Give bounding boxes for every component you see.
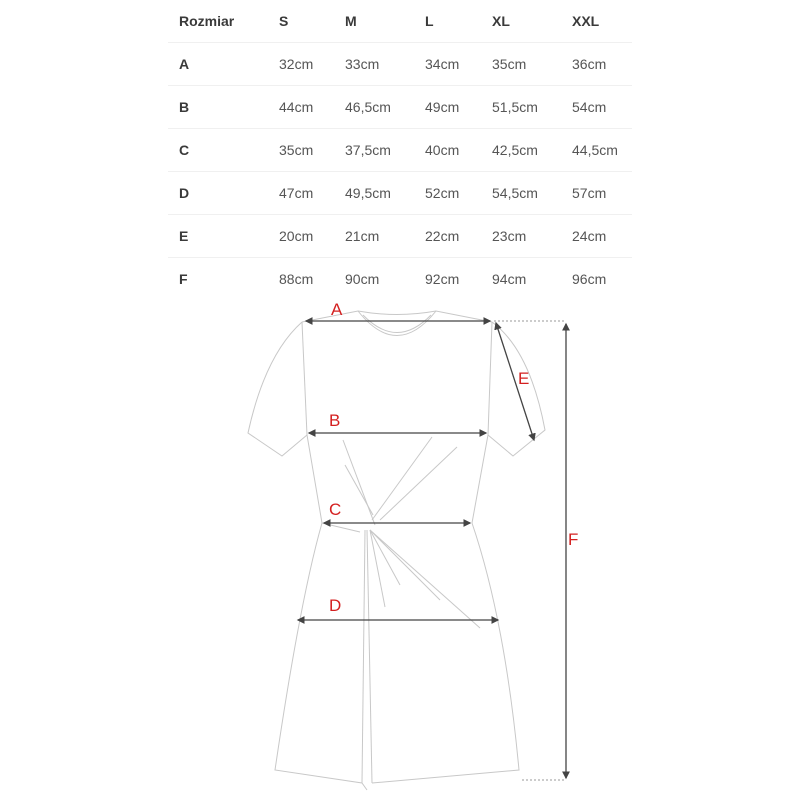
cell: 22cm (425, 228, 460, 244)
cell: 35cm (279, 142, 314, 158)
cell: 24cm (572, 228, 607, 244)
cell: 35cm (492, 56, 527, 72)
cell: 44,5cm (572, 142, 618, 158)
cell: 96cm (572, 271, 607, 287)
cell: 37,5cm (345, 142, 391, 158)
header-size: Rozmiar (179, 13, 235, 29)
header-xl: XL (492, 13, 510, 29)
cell: 51,5cm (492, 99, 538, 115)
header-l: L (425, 13, 434, 29)
cell: 33cm (345, 56, 380, 72)
cell: 34cm (425, 56, 460, 72)
cell: 52cm (425, 185, 460, 201)
table-row (168, 215, 632, 258)
header-m: M (345, 13, 357, 29)
table-row (168, 43, 632, 86)
table-header-row (168, 0, 632, 43)
cell: 90cm (345, 271, 380, 287)
cell: 49,5cm (345, 185, 391, 201)
measurement-label-b: B (329, 411, 341, 430)
cell: 47cm (279, 185, 314, 201)
measurement-label-d: D (329, 596, 342, 615)
cell: 94cm (492, 271, 527, 287)
table-row (168, 172, 632, 215)
row-label: D (179, 185, 190, 201)
cell: 88cm (279, 271, 314, 287)
header-xxl: XXL (572, 13, 600, 29)
measurement-label-e: E (518, 369, 530, 388)
cell: 23cm (492, 228, 527, 244)
cell: 42,5cm (492, 142, 538, 158)
cell: 54cm (572, 99, 607, 115)
cell: 46,5cm (345, 99, 391, 115)
cell: 44cm (279, 99, 314, 115)
row-label: E (179, 228, 189, 244)
cell: 57cm (572, 185, 607, 201)
row-label: F (179, 271, 188, 287)
measurement-label-f: F (568, 530, 579, 549)
cell: 21cm (345, 228, 380, 244)
cell: 92cm (425, 271, 460, 287)
table-row (168, 129, 632, 172)
cell: 54,5cm (492, 185, 538, 201)
dress-outline-icon (0, 290, 800, 800)
row-label: A (179, 56, 190, 72)
cell: 36cm (572, 56, 607, 72)
cell: 40cm (425, 142, 460, 158)
row-label: B (179, 99, 190, 115)
row-label: C (179, 142, 190, 158)
header-s: S (279, 13, 289, 29)
measurement-label-a: A (331, 300, 343, 319)
cell: 20cm (279, 228, 314, 244)
measurement-label-c: C (329, 500, 342, 519)
size-chart-table (168, 0, 632, 300)
table-row (168, 86, 632, 129)
dress-measurement-diagram (0, 290, 800, 800)
cell: 32cm (279, 56, 314, 72)
cell: 49cm (425, 99, 460, 115)
